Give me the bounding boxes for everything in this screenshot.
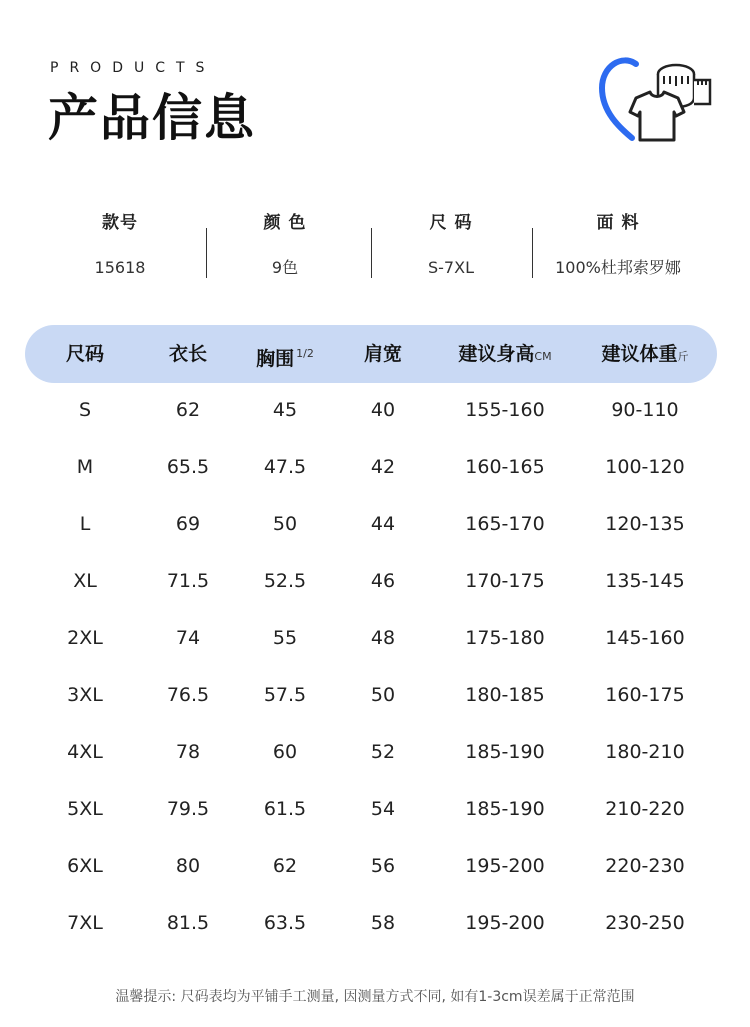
cell-shoulder: 58 — [370, 912, 396, 934]
cell-length: 71.5 — [166, 570, 210, 592]
table-row — [25, 895, 717, 952]
cell-weight: 120-135 — [605, 513, 685, 535]
cell-height: 175-180 — [465, 627, 545, 649]
info-value: 100%杜邦索罗娜 — [555, 258, 681, 277]
cell-shoulder: 46 — [370, 570, 396, 592]
cell-height: 195-200 — [465, 912, 545, 934]
table-row — [25, 838, 717, 895]
size-table-body — [25, 382, 717, 952]
cell-length: 76.5 — [166, 684, 210, 706]
cell-shoulder: 52 — [370, 741, 396, 763]
table-row — [25, 382, 717, 439]
cell-shoulder: 40 — [370, 399, 396, 421]
cell-height: 160-165 — [465, 456, 545, 478]
cell-length: 74 — [175, 627, 201, 649]
cell-chest: 45 — [272, 399, 298, 421]
cell-shoulder: 48 — [370, 627, 396, 649]
cell-chest: 47.5 — [263, 456, 307, 478]
cell-height: 195-200 — [465, 855, 545, 877]
cell-weight: 135-145 — [605, 570, 685, 592]
cell-size: 6XL — [67, 855, 103, 877]
column-header-weight: 建议体重斤 — [601, 343, 689, 365]
cell-chest: 62 — [272, 855, 298, 877]
cell-height: 170-175 — [465, 570, 545, 592]
info-value: 15618 — [94, 258, 146, 277]
cell-weight: 90-110 — [611, 399, 679, 421]
cell-chest: 50 — [272, 513, 298, 535]
column-header-chest: 胸围 $^{1/2}$ — [256, 347, 314, 370]
cell-weight: 210-220 — [605, 798, 685, 820]
cell-shoulder: 56 — [370, 855, 396, 877]
cell-chest: 52.5 — [263, 570, 307, 592]
page-title: 产品信息 — [48, 89, 256, 147]
table-row — [25, 724, 717, 781]
tape-measure-shirt-icon — [592, 54, 712, 146]
cell-size: 4XL — [67, 741, 103, 763]
info-item-style-number — [35, 210, 205, 280]
cell-size: S — [78, 399, 92, 421]
cell-chest: 60 — [272, 741, 298, 763]
info-label: 面 料 — [596, 213, 640, 233]
cell-size: 2XL — [67, 627, 103, 649]
cell-length: 65.5 — [166, 456, 210, 478]
footnote: 温馨提示: 尺码表均为平铺手工测量, 因测量方式不同, 如有1-3cm误差属于正常范围 — [115, 989, 635, 1005]
cell-length: 78 — [175, 741, 201, 763]
table-row — [25, 553, 717, 610]
cell-shoulder: 50 — [370, 684, 396, 706]
info-label: 尺 码 — [429, 213, 473, 233]
column-header-height: 建议身高CM — [458, 343, 552, 365]
cell-size: 5XL — [67, 798, 103, 820]
info-value: S-7XL — [428, 258, 474, 277]
cell-height: 155-160 — [465, 399, 545, 421]
cell-shoulder: 42 — [370, 456, 396, 478]
column-header-shoulder: 肩宽 — [363, 343, 402, 365]
unit-jin: 斤 — [677, 350, 689, 363]
cell-weight: 230-250 — [605, 912, 685, 934]
cell-height: 180-185 — [465, 684, 545, 706]
table-row — [25, 496, 717, 553]
cell-shoulder: 54 — [370, 798, 396, 820]
cell-chest: 61.5 — [263, 798, 307, 820]
info-value: 9色 — [271, 258, 299, 277]
table-row — [25, 781, 717, 838]
info-item-color — [200, 210, 370, 280]
unit-cm: CM — [534, 350, 552, 363]
cell-chest: 57.5 — [263, 684, 307, 706]
cell-length: 62 — [175, 399, 201, 421]
cell-size: 3XL — [67, 684, 103, 706]
table-row — [25, 439, 717, 496]
column-header-size: 尺码 — [65, 343, 104, 365]
cell-size: XL — [73, 570, 97, 592]
product-info — [30, 210, 720, 290]
cell-weight: 160-175 — [605, 684, 685, 706]
cell-size: M — [76, 456, 94, 478]
cell-length: 79.5 — [166, 798, 210, 820]
cell-size: L — [79, 513, 91, 535]
cell-weight: 145-160 — [605, 627, 685, 649]
cell-weight: 180-210 — [605, 741, 685, 763]
cell-height: 185-190 — [465, 741, 545, 763]
cell-size: 7XL — [67, 912, 103, 934]
header-eyebrow: PRODUCTS — [50, 60, 216, 76]
info-item-fabric — [533, 210, 703, 280]
column-header-length: 衣长 — [168, 343, 207, 365]
cell-chest: 63.5 — [263, 912, 307, 934]
cell-shoulder: 44 — [370, 513, 396, 535]
cell-length: 69 — [175, 513, 201, 535]
half-fraction: 1/2 — [296, 347, 314, 360]
cell-height: 165-170 — [465, 513, 545, 535]
cell-weight: 100-120 — [605, 456, 685, 478]
table-row — [25, 610, 717, 667]
cell-height: 185-190 — [465, 798, 545, 820]
cell-length: 81.5 — [166, 912, 210, 934]
size-table-header — [25, 325, 717, 383]
cell-chest: 55 — [272, 627, 298, 649]
cell-length: 80 — [175, 855, 201, 877]
info-label: 款号 — [102, 213, 138, 233]
info-item-size — [366, 210, 536, 280]
table-row — [25, 667, 717, 724]
info-label: 颜 色 — [263, 213, 307, 233]
cell-weight: 220-230 — [605, 855, 685, 877]
